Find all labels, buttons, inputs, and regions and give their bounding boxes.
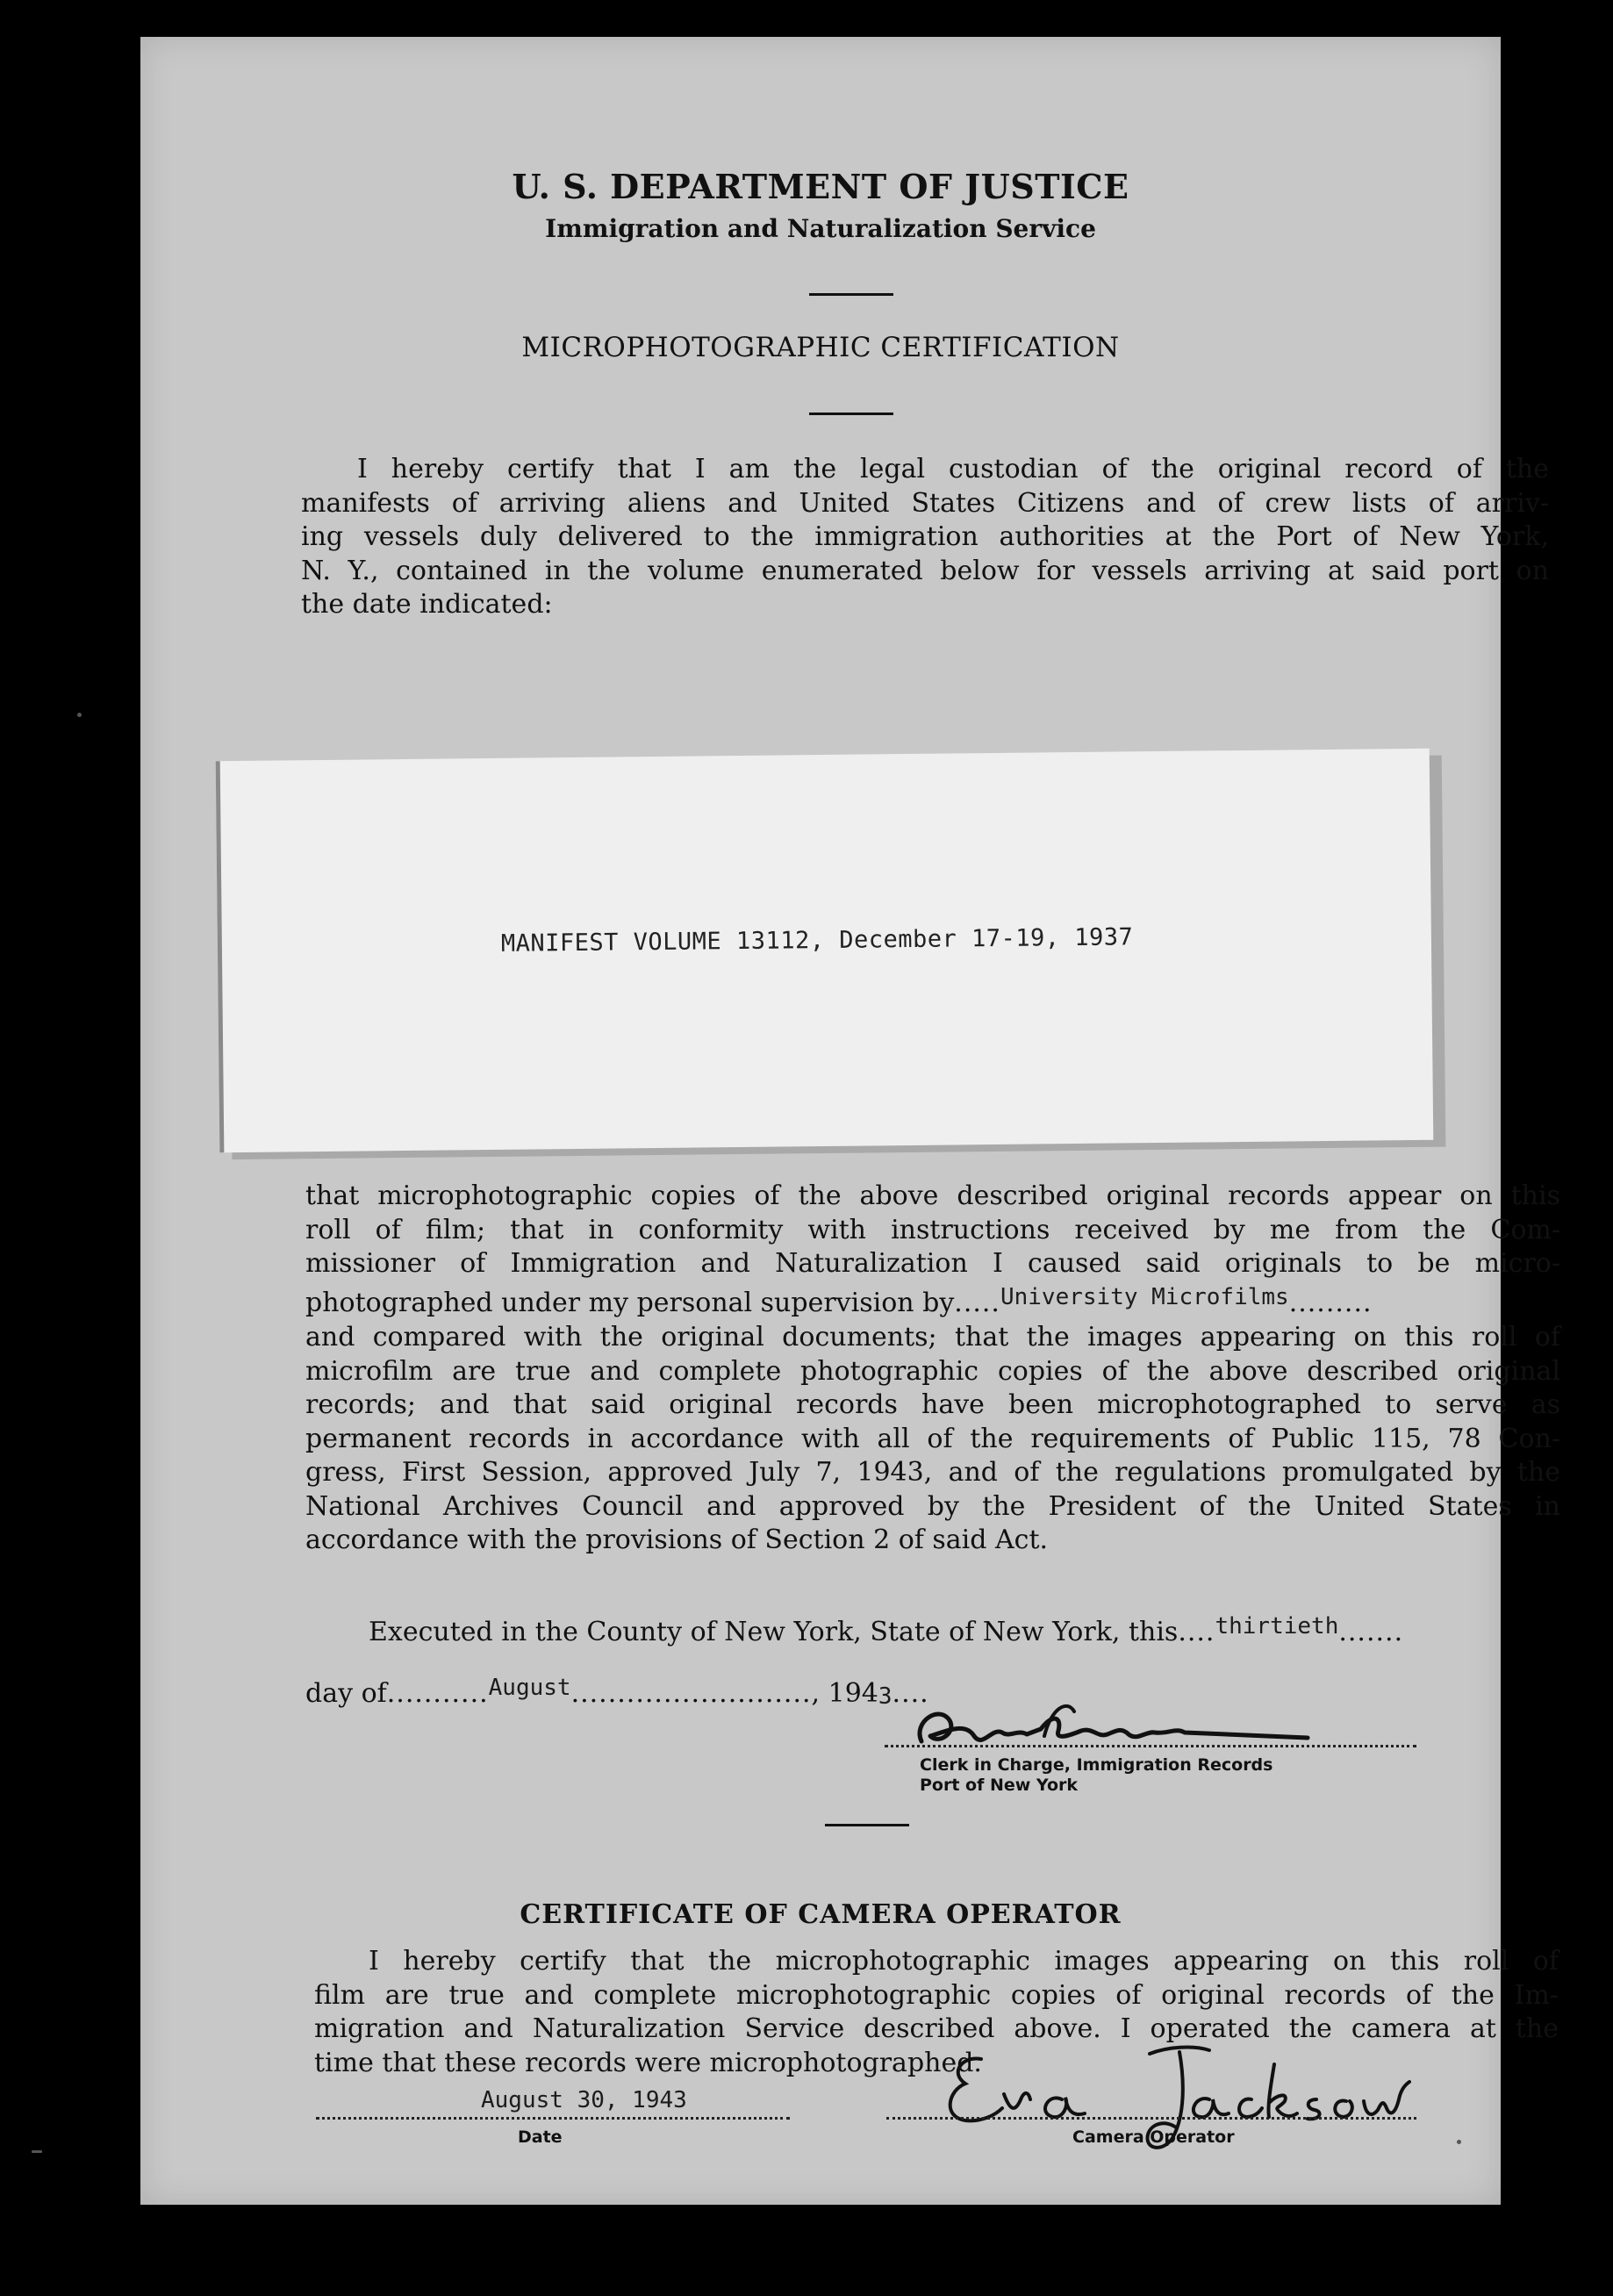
divider: [825, 1824, 909, 1826]
execution-day: thirtieth: [1215, 1613, 1339, 1639]
manifest-volume-text: MANIFEST VOLUME 13112, December 17-19, 1937: [500, 923, 1134, 958]
certification-date: August 30, 1943: [481, 2087, 687, 2113]
body-line: roll of film; that in conformity with instructions received by me from the Com-: [305, 1214, 1560, 1245]
divider: [809, 413, 893, 415]
clerk-title: [920, 1755, 1272, 1796]
execution-year-digit: 3: [878, 1683, 893, 1710]
supervision-line: [305, 1283, 1560, 1322]
camera-operator-title: CERTIFICATE OF CAMERA OPERATOR: [520, 1899, 1122, 1930]
service-subheading: Immigration and Naturalization Service: [545, 214, 1096, 243]
body-line: gress, First Session, approved July 7, 1943, and of the regulations promulgated by the: [305, 1457, 1560, 1488]
dot-leader: ....: [892, 1678, 929, 1709]
body-line: accordance with the provisions of Section 2 of said Act.: [305, 1525, 1049, 1555]
dot-leader: ..........................: [570, 1678, 812, 1709]
certification-body: [305, 1180, 1560, 1558]
microfilm-company: University Microfilms: [1000, 1283, 1289, 1310]
day-of-line: [305, 1675, 929, 1710]
dot-leader: .......: [1338, 1617, 1404, 1647]
body-line: permanent records in accordance with all of the requirements of Public 115, 78 Con-: [305, 1423, 1560, 1454]
certificate-page: [140, 37, 1560, 2205]
body-line: that microphotographic copies of the above described original records appear on this: [305, 1180, 1560, 1211]
execution-year-prefix: , 194: [811, 1678, 878, 1709]
scan-speck: [1457, 2140, 1461, 2144]
execution-prefix: Executed in the County of New York, State of New York, this: [369, 1617, 1179, 1647]
dot-leader: .........: [1288, 1287, 1373, 1318]
scan-speck: [32, 2150, 42, 2153]
body-line: records; and that said original records have been microphotographed to serve as: [305, 1389, 1560, 1420]
scan-speck: [77, 713, 82, 717]
execution-line: [369, 1613, 1404, 1647]
date-label: Date: [518, 2127, 563, 2147]
manifest-slip: [216, 749, 1434, 1152]
date-line: [316, 2117, 790, 2120]
dot-leader: ....: [1178, 1617, 1215, 1647]
intro-line: ing vessels duly delivered to the immigration authorities at the Port of New York,: [301, 521, 1549, 552]
camera-line: film are true and complete microphotographic copies of original records of the Im-: [314, 1979, 1559, 2011]
body-line: and compared with the original documents; that the images appearing on this roll of: [305, 1322, 1560, 1352]
camera-operator-label: Camera Operator: [1072, 2127, 1235, 2147]
dot-leader: ...........: [386, 1678, 489, 1709]
dot-leader: .....: [954, 1287, 1000, 1318]
intro-paragraph: [301, 453, 1549, 622]
camera-line: time that these records were microphotographed.: [314, 2047, 982, 2078]
clerk-title-line: Port of New York: [920, 1776, 1079, 1795]
intro-line: I hereby certify that I am the legal custodian of the original record of the: [357, 454, 1549, 484]
body-line: microfilm are true and complete photographic copies of the above described original: [305, 1355, 1560, 1387]
camera-line: migration and Naturalization Service described above. I operated the camera at the: [314, 2013, 1559, 2044]
day-of-label: day of: [305, 1678, 387, 1709]
camera-operator-line: [886, 2117, 1416, 2120]
camera-line: I hereby certify that the microphotographic images appearing on this roll of: [369, 1946, 1559, 1977]
supervision-prefix: photographed under my personal supervision by: [305, 1287, 955, 1318]
certification-title: MICROPHOTOGRAPHIC CERTIFICATION: [521, 332, 1120, 363]
body-line: missioner of Immigration and Naturalization I caused said originals to be micro-: [305, 1248, 1560, 1279]
intro-line: N. Y., contained in the volume enumerated below for vessels arriving at said port on: [301, 555, 1549, 586]
execution-month: August: [488, 1675, 571, 1701]
divider: [809, 293, 893, 296]
clerk-title-line: Clerk in Charge, Immigration Records: [920, 1755, 1273, 1775]
department-heading: U. S. DEPARTMENT OF JUSTICE: [512, 167, 1129, 206]
clerk-signature-line: [885, 1745, 1416, 1747]
body-line: National Archives Council and approved by the President of the United States in: [305, 1490, 1560, 1522]
intro-line: the date indicated:: [301, 589, 553, 620]
intro-line: manifests of arriving aliens and United States Citizens and of crew lists of arriv-: [301, 487, 1549, 519]
